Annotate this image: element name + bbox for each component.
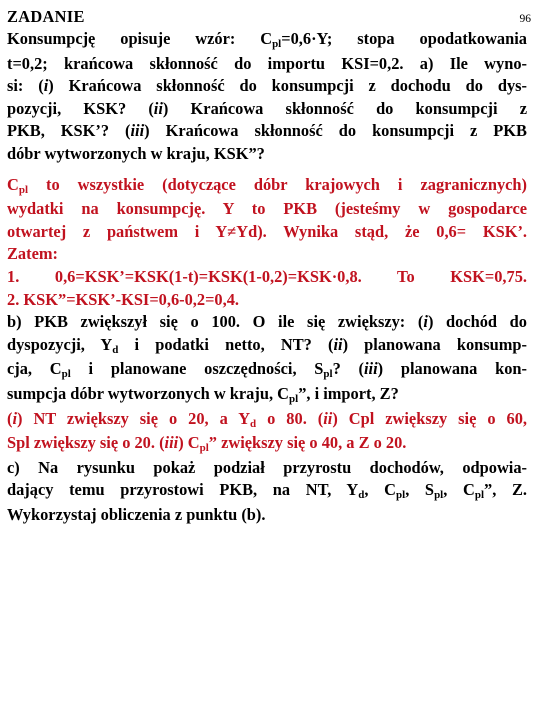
question-b: [7, 311, 527, 407]
answer-a: [7, 174, 527, 312]
question-line: sumpcja dóbr wytworzonych w kraju, Cpl”, i import, Z?: [7, 383, 399, 405]
answer-line: Zatem:: [7, 244, 58, 264]
header: [7, 6, 531, 28]
task-statement: [7, 28, 527, 166]
question-line: dyspozycji, Yd i podatki netto, NT? (ii) planowana konsump-: [7, 334, 527, 356]
task-title: ZADANIE: [7, 7, 85, 26]
question-line: cja, Cpl i planowane oszczędności, Spl? (iii) planowana kon-: [7, 359, 527, 381]
task-line: Konsumpcję opisuje wzór: Cpl=0,6·Y; stopa opodatkowania: [7, 29, 527, 50]
answer-line: Spl zwiększy się o 20. (iii) Cpl” zwiększy się o 40, a Z o 20.: [7, 433, 407, 455]
question-line: Wykorzystaj obliczenia z punktu (b).: [7, 504, 266, 524]
document-page: [7, 6, 531, 526]
page-number: 96: [519, 13, 531, 25]
answer-line: Cpl to wszystkie (dotyczące dóbr krajowych i zagranicznych): [7, 174, 527, 196]
answer-b: [7, 408, 527, 457]
answer-line: wydatki na konsumpcję. Y to PKB (jesteśmy w gospodarce: [7, 199, 527, 219]
question-line: b) PKB zwiększył się o 100. O ile się zwiększy: (i) dochód do: [7, 312, 527, 332]
task-line: pozycji, KSK? (ii) Krańcowa skłonność do konsumpcji z: [7, 98, 527, 118]
answer-line: 1. 0,6=KSK’=KSK(1-t)=KSK(1-0,2)=KSK·0,8. To KSK=0,75.: [7, 266, 527, 286]
answer-line: (i) NT zwiększy się o 20, a Yd o 80. (ii) Cpl zwiększy się o 60,: [7, 408, 527, 430]
question-line: c) Na rysunku pokaż podział przyrostu dochodów, odpowia-: [7, 457, 527, 477]
answer-line: 2. KSK”=KSK’-KSI=0,6-0,2=0,4.: [7, 289, 240, 309]
task-line: dóbr wytworzonych w kraju, KSK”?: [7, 143, 265, 163]
task-line: si: (i) Krańcowa skłonność do konsumpcji z dochodu do dys-: [7, 76, 527, 96]
task-line: PKB, KSK’? (iii) Krańcowa skłonność do konsumpcji z PKB: [7, 121, 527, 141]
question-c: [7, 457, 527, 527]
answer-line: otwartej z państwem i Y≠Yd). Wynika stąd, że 0,6= KSK’.: [7, 221, 527, 241]
task-line: t=0,2; krańcowa skłonność do importu KSI=0,2. a) Ile wyno-: [7, 53, 527, 73]
question-line: dający temu przyrostowi PKB, na NT, Yd, Cpl, Spl, Cpl”, Z.: [7, 480, 528, 502]
